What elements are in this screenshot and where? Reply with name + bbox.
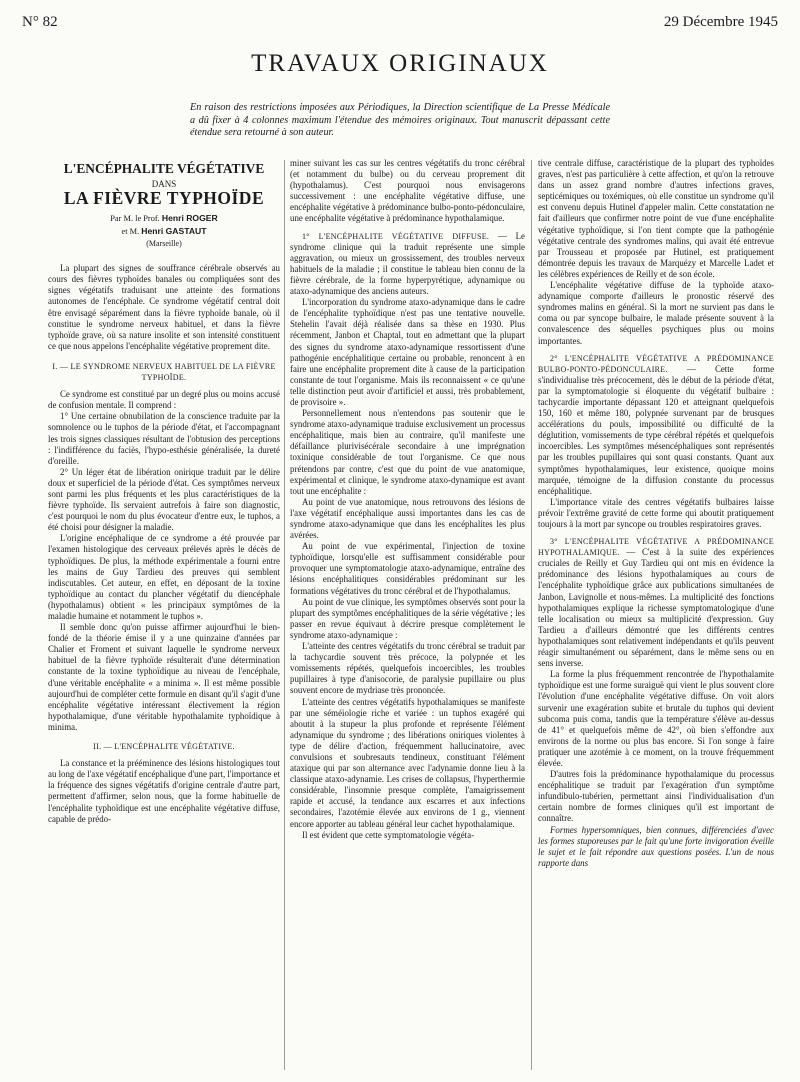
editorial-notice: En raison des restrictions imposées aux Périodiques, la Direction scientifique de La Presse Médicale a dû fixer à 4 colonnes maximum l'étendue des mémoires originaux. Tout manuscrit dépassant cette étendue sera retourné à son auteur. <box>190 102 610 139</box>
column-divider <box>531 160 532 1070</box>
paragraph: D'autres fois la prédominance hypothalamique du processus encéphalitique se traduit par l'exagération d'un symptôme infundibulo-tubérien, permettant ainsi l'individualisation d'un certain nombre de formes cliniques qu'il est important de connaître. <box>538 769 774 824</box>
column-3 <box>538 158 774 869</box>
article-title-line2: DANS <box>151 179 177 189</box>
article-title-line1: L'ENCÉPHALITE VÉGÉTATIVE <box>63 161 265 176</box>
paragraph: miner suivant les cas sur les centres végétatifs du tronc cérébral (et notamment du bulbe) ou du cerveau proprement dit (hypothalamus). C'est pourquoi nous envisagerons successivement : une encéphalite végétative diffuse, une encéphalite végétative à prédominance bulbo-ponto-pédonculaire, une encéphalite végétative à prédominance hypothalamique. <box>290 158 525 224</box>
paragraph: La forme la plus fréquemment rencontrée de l'hypothalamite typhoïdique est une forme suraiguë qui vient le plus souvent clore l'évolution d'une encéphalite végétative diffuse. On voit alors survenir une exagération subite et brutale du tuphos qui devient subcoma puis coma, tandis que la température s'élève au-dessus de 41° et quelquefois même de 42°, où bien s'effondre aux environs de la norme ou plus bas encore. Si l'on songe à faire pratiquer une azotémie à ce moment, on la trouve fréquemment élevée. <box>538 669 774 768</box>
paragraph: Ce syndrome est constitué par un degré plus ou moins accusé de confusion mentale. Il comprend : <box>48 389 280 411</box>
paragraph: 1° Une certaine obnubilation de la conscience traduite par la somnolence ou le tuphos de la période d'état, et l'accompagnant les trois signes classiques résultant de l'obtusion des perceptions : l'indifférence du faciès, l'hypo-esthésie généralisée, la dureté d'oreille. <box>48 411 280 466</box>
author-1-name: Henri ROGER <box>161 213 218 224</box>
paragraph: L'origine encéphalique de ce syndrome a été prouvée par l'examen histologique des cerveaux prélevés après le décès de typhoïdiques. De plus, la méthode expérimentale a fourni entre les mains de Guy Tardieu des preuves qui semblent indiscutables. Cet auteur, en effet, en déposant de la toxine typhoïdique au contact du plancher végétatif du diencéphale (hypothalamus) obtient « les principaux symptômes de la maladie humaine et notamment le tuphos ». <box>48 533 280 621</box>
paragraph <box>538 536 774 669</box>
subsection-2-heading: 2° L'ENCÉPHALITE VÉGÉTATIVE A PRÉDOMINANCE BULBO-PONTO-PÉDONCULAIRE. <box>538 353 774 374</box>
paragraph: Formes hypersomniques, bien connues, différenciées d'avec les formes stuporeuses par le fait qu'une forte invigoration éveille le sujet et le fait répondre aux questions posées. L'un de nous rapporte dans <box>538 824 774 868</box>
author-1-prefix: Par M. le Prof. <box>110 214 160 224</box>
paragraph: Au point de vue expérimental, l'injection de toxine typhoïdique, lorsqu'elle est suffisamment considérable pour provoquer une symptomatologie ataxo-adynamique, entraîne des lésions encéphalitiques considérables prédominant sur les formations végétatives du tronc cérébral et de l'hypothalamus. <box>290 541 525 596</box>
paragraph: L'atteinte des centres végétatifs hypothalamiques se manifeste par une séméiologie riche et variée : un tuphos exagéré qui aboutit à la stupeur la plus profonde et représente l'élément adynamique du syndrome ; des libérations oniriques violentes à type de délire d'action, fréquemment hallucinatoire, avec convulsions et soubresauts tendineux, constituant l'élément ataxique qui par son alternance avec l'adynamie donne lieu à la classique ataxo-adynamie. Les crises de collapsus, l'hyperthermie considérable, l'insomnie presque complète, l'amaigrissement rapide et accusé, la tendance aux escarres et aux infections secondaires, l'azotémie élevée aux environs de 1 g., viennent encore apporter au tableau général leur cachet hypothalamique. <box>290 696 525 829</box>
author-2 <box>48 225 280 238</box>
section-2-heading: II. — L'ENCÉPHALITE VÉGÉTATIVE. <box>93 742 235 752</box>
column-divider <box>284 160 285 1070</box>
subsection-3-heading: 3° L'ENCÉPHALITE VÉGÉTATIVE A PRÉDOMINANCE HYPOTHALAMIQUE. <box>538 537 774 558</box>
paragraph: L'importance vitale des centres végétatifs bulbaires laisse prévoir l'extrême gravité de cette forme qui aboutit pratiquement toujours à la mort par syncope ou troubles respiratoires graves. <box>538 496 774 529</box>
paragraph <box>538 353 774 497</box>
issue-number: N° 82 <box>22 14 58 30</box>
paragraph: La constance et la prééminence des lésions histologiques tout au long de l'axe végétatif encéphalique d'une part, l'importance et la fréquence des signes végétatifs d'origine centrale d'autre part, permettent d'affirmer, selon nous, que la forme habituelle de l'encéphalite typhoïdique est une encéphalite végétative diffuse, capable de prédo- <box>48 758 280 824</box>
paragraph-text: — Cette forme s'individualise très précocement, dès le début de la période d'état, par la symptomatologie si éloquente du végétatif bulbaire : tachycardie importante dépassant 120 et atteignant quelquefois 150, 160 et même 180, polypnée survenant par de brusques accélérations du pouls, impossibilité ou difficulté de la déglutition, vomissements de type cérébral répétés et quelquefois incoercibles. Les symptômes mésencéphaliques sont représentés par les troubles pupillaires qui sont quasi constants. Quant aux symptômes hypothalamiques, leur existence, quoique moins marquée, témoigne de la diffusion constante du processus encéphalitique. <box>538 363 775 496</box>
section-1-heading: I. — LE SYNDROME NERVEUX HABITUEL DE LA FIÈVRE TYPHOÏDE. <box>52 361 276 383</box>
author-1 <box>48 212 280 225</box>
paragraph <box>290 231 525 298</box>
subsection-1-heading: 1° L'ENCÉPHALITE VÉGÉTATIVE DIFFUSE. <box>302 231 490 241</box>
paragraph: Personnellement nous n'entendons pas soutenir que le syndrome ataxo-adynamique traduise exclusivement un processus encéphalitique, mais bien au contraire, qu'il manifeste une défaillance plurivisécérale secondaire à une imprégnation toxinique considérable de tout l'organisme. Ce que nous prétendons par contre, c'est que du point de vue anatomique, expérimental et clinique, le syndrome ataxo-dynamique est avant tout une encéphalite : <box>290 408 525 496</box>
abstract: La plupart des signes de souffrance cérébrale observés au cours des fièvres typhoïdes banales ou compliquées sont des signes végétatifs traduisant une atteinte des formations autonomes de l'encéphale. Ce syndrome végétatif central doit être envisagé séparément dans la fièvre typhoïde banale, où il constitue le syndrome nerveux habituel, et dans la fièvre typhoïde grave, où sa nature insolite et son intensité constituent ce que nous appelons l'encéphalite végétative proprement dite. <box>48 263 280 351</box>
paragraph: Au point de vue clinique, les symptômes observés sont pour la plupart des symptômes encéphalitiques de la série végétative ; les passer en revue équivaut à décrire presque complètement le syndrome ataxo-adynamique : <box>290 596 525 640</box>
issue-date: 29 Décembre 1945 <box>663 14 778 30</box>
paragraph: L'encéphalite végétative diffuse de la typhoïde ataxo-adynamique comporte d'ailleurs le pronostic réservé des syndromes malins en général. Si la mort ne survient pas dans le coma ou par syncope bulbaire, le malade présente souvent à la convalescence des séquelles psychiques plus ou moins importantes. <box>538 280 774 346</box>
author-2-name: Henri GASTAUT <box>141 226 207 237</box>
section-title: TRAVAUX ORIGINAUX <box>251 50 549 77</box>
paragraph: Il est évident que cette symptomatologie végéta- <box>302 829 475 840</box>
paragraph: L'incorporation du syndrome ataxo-adynamique dans le cadre de l'encéphalite typhoïdique n'est pas une tentative nouvelle. Stehelin l'avait déjà réalisée dans sa thèse en 1930. Plus récemment, Janbon et Chaptal, tout en admettant que la plupart des signes du syndrome ataxo-adynamique ressortissent d'une pathogénie encéphalitique certaine ou probable, renoncent à en faire une encéphalite proprement dite à cause de la participation constante de tout l'organisme. Mais ils reconnaissent « ce qu'une telle distinction peut avoir d'artificiel et aussi, très probablement, de provisoire ». <box>290 297 525 407</box>
column-1 <box>48 160 280 825</box>
paragraph: Il semble donc qu'on puisse affirmer aujourd'hui le bien-fondé de la théorie émise il y a une quinzaine d'années par Chalier et Froment et suivant laquelle le syndrome nerveux habituel de la fièvre typhoïde résulterait d'une détermination constante de la toxine typhoïdique au niveau de l'encéphale, d'une véritable encéphalite « a minima ». Il est même possible aujourd'hui de compléter cette formule en disant qu'il s'agit d'une encéphalite végétative intéressant électivement la région hypothalamique, d'une véritable hypothalamite typhoïdique à minima. <box>48 622 280 732</box>
paragraph: Au point de vue anatomique, nous retrouvons des lésions de l'axe végétatif encéphalique aussi importantes dans les cas de syndrome ataxo-adynamique que dans les encéphalites les plus avérées. <box>290 496 525 541</box>
author-2-prefix: et M. <box>121 227 140 237</box>
paragraph: tive centrale diffuse, caractéristique de la plupart des typhoïdes graves, n'est pas particulière à cette affection, et qu'on la retrouve dans un assez grand nombre d'autres infections graves, septicémiques ou toxémiques, où elle constitue un syndrome qu'il est convenu depuis Hutinel d'appeler malin. Cette constatation ne fait d'ailleurs que confirmer notre point de vue d'une encéphalite végétative typhoïdique, si l'on tient compte que la pathogénie végétative centrale des syndromes malins, qui avait été entrevue par Trousseau et proposée par Hutinel, est pratiquement démontrée depuis les travaux de Marquézy et Marcelle Ladet et les célèbres expériences de Reilly et de son école. <box>538 158 774 279</box>
author-location: (Marseille) <box>146 239 182 249</box>
page-header <box>22 14 778 36</box>
column-2 <box>290 158 525 841</box>
paragraph-text: — Le syndrome clinique qui la traduit représente une simple aggravation, ou mieux un grossissement, des troubles nerveux habituels de la maladie ; il constitue le tableau bien connu de la fièvre cérébrale, de la forme hyperpyrétique, adynamique ou ataxo-adynamique des anciens auteurs. <box>290 230 525 297</box>
paragraph: L'atteinte des centres végétatifs du tronc cérébral se traduit par la tachycardie souvent très précoce, la polypnée et les vomissements répétés, quelquefois incoercibles, les troubles pupillaires à type d'anisocorie, de paralysie pupillaire ou plus souvent encore de mydriase très prononcée. <box>290 641 525 696</box>
paragraph-text: — C'est à la suite des expériences cruciales de Reilly et Guy Tardieu qui ont mis en évidence la prédominance des lésions hypothalamiques au cours de l'encéphalite typhoïdique grâce aux publications simultanées de Janbon, Lavignolle et nous-mêmes. La multiplicité des fonctions hypothalamiques explique la richesse symptomatologique d'une telle localisation ou mieux sa multiplicité d'expression. Guy Tardieu a d'ailleurs démontré que les différents centres hypothalamiques sont relativement indépendants et qu'ils peuvent réagir simultanément ou séparément, dans le même sens ou en sens inverse. <box>538 547 775 669</box>
article-title-line3: LA FIÈVRE TYPHOÏDE <box>63 188 265 208</box>
paragraph: 2° Un léger état de libération onirique traduit par le délire doux et superficiel de la période d'état. Ces symptômes nerveux sont parmi les plus fréquents et les plus caractéristiques de la fièvre typhoïde. Ils servaient autrefois à faire son diagnostic, c'est pourquoi le nom du plus évocateur d'entre eux, le tuphos, a été choisi pour désigner la maladie. <box>48 466 280 533</box>
